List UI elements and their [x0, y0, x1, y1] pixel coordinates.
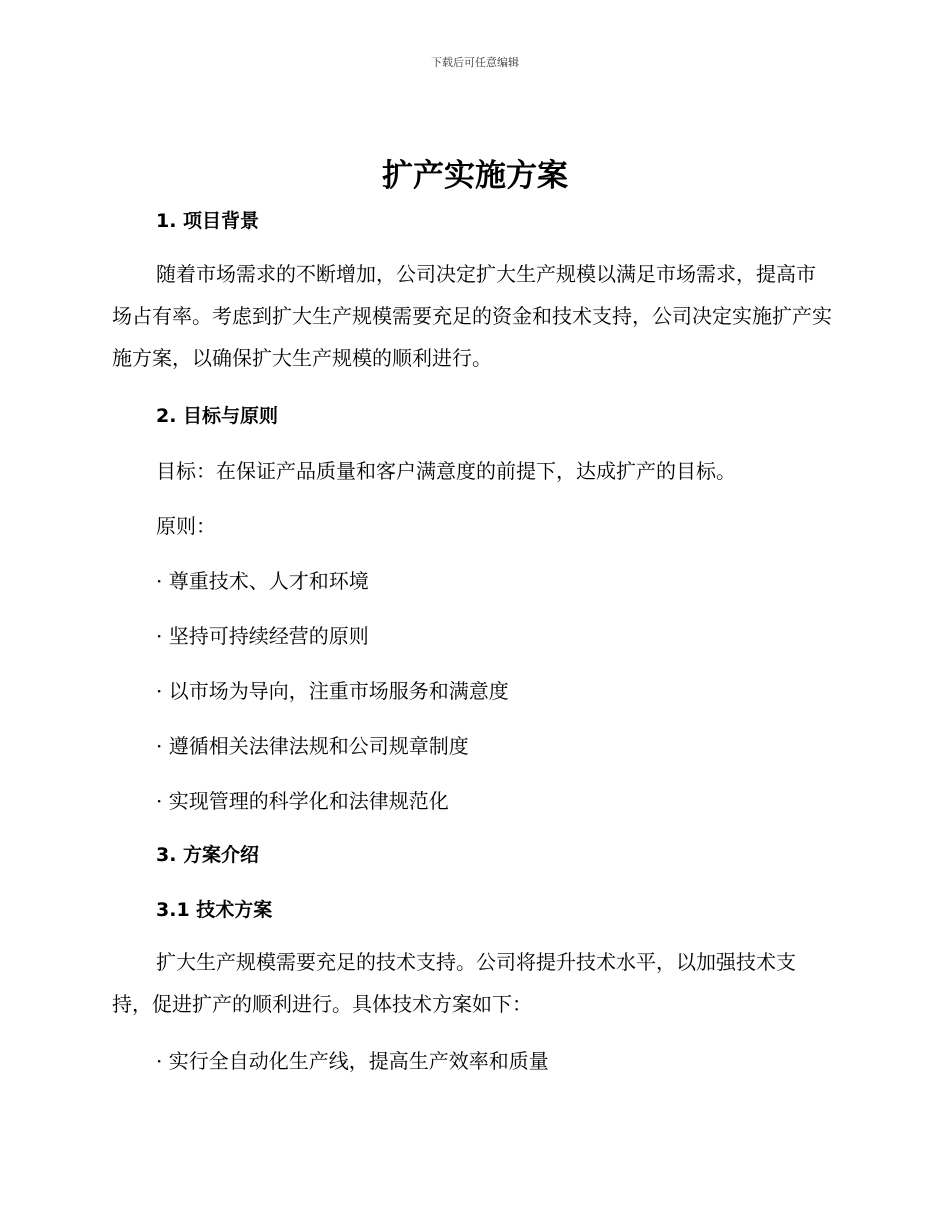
paragraph-background: 随着市场需求的不断增加，公司决定扩大生产规模以满足市场需求，提高市场占有率。考虑到扩大生产规模需要充足的资金和技术支持，公司决定实施扩产实施方案，以确保扩大生产规模的顺利进行。: [112, 262, 832, 370]
principle-bullet: · 遵循相关法律法规和公司规章制度: [156, 734, 469, 758]
section-heading-plan: 3. 方案介绍: [156, 844, 260, 866]
section-heading-goals: 2. 目标与原则: [156, 405, 279, 427]
document-title: 扩产实施方案: [382, 158, 568, 194]
principle-bullet: · 实现管理的科学化和法律规范化: [156, 789, 449, 813]
subsection-heading-tech: 3.1 技术方案: [156, 899, 273, 921]
section-heading-background: 1. 项目背景: [156, 210, 260, 232]
principle-label: 原则：: [156, 514, 216, 538]
principle-bullet: · 尊重技术、人才和环境: [156, 569, 369, 593]
goal-text: 目标：在保证产品质量和客户满意度的前提下，达成扩产的目标。: [156, 459, 736, 483]
tech-bullet: · 实行全自动化生产线，提高生产效率和质量: [156, 1049, 549, 1073]
principle-bullet: · 坚持可持续经营的原则: [156, 624, 369, 648]
principle-bullet: · 以市场为导向，注重市场服务和满意度: [156, 679, 509, 703]
paragraph-tech: 扩大生产规模需要充足的技术支持。公司将提升技术水平，以加强技术支持，促进扩产的顺利进行。具体技术方案如下：: [112, 950, 796, 1016]
header-note: 下载后可任意编辑: [431, 56, 519, 69]
